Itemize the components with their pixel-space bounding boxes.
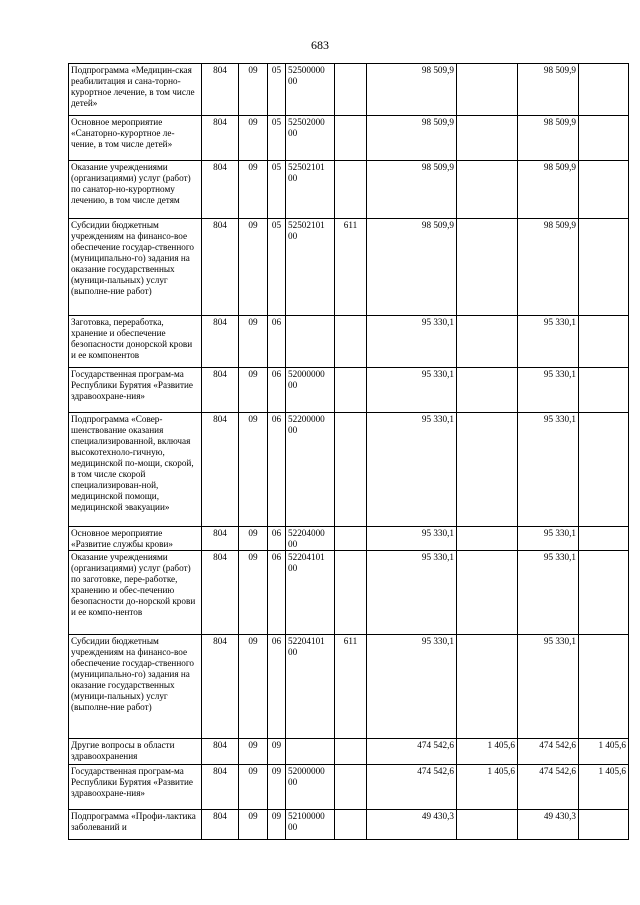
row-pr: 09 <box>268 739 286 765</box>
row-name: Подпрограмма «Профи-лактика заболеваний и <box>69 810 202 840</box>
row-rz: 09 <box>239 161 268 219</box>
row-pr: 06 <box>268 368 286 413</box>
row-sum1: 98 509,9 <box>367 64 457 116</box>
row-sum2: 95 330,1 <box>518 551 579 635</box>
row-sum2-fed <box>579 316 629 368</box>
row-pr: 09 <box>268 810 286 840</box>
row-ved: 804 <box>202 635 239 739</box>
row-sum2-fed: 1 405,6 <box>579 739 629 765</box>
row-csr: 52204101 00 <box>286 551 335 635</box>
row-name: Субсидии бюджетным учреждениям на финансо-вое обеспечение государ-ственного (муниципально-го) задания на оказание государственных (муници-пальных) услуг (выполне-ние работ) <box>69 219 202 316</box>
row-ved: 804 <box>202 316 239 368</box>
row-csr: 52200000 00 <box>286 413 335 527</box>
row-csr <box>286 316 335 368</box>
row-ved: 804 <box>202 810 239 840</box>
row-sum2: 98 509,9 <box>518 219 579 316</box>
row-vr <box>335 551 367 635</box>
row-name: Оказание учреждениями (организациями) услуг (работ) по заготовке, пере-работке, хранению и обес-печению безопасности до-норской крови и ее компо-нентов <box>69 551 202 635</box>
page-number: 683 <box>311 38 329 52</box>
row-pr: 06 <box>268 527 286 551</box>
row-sum1: 98 509,9 <box>367 219 457 316</box>
row-sum2: 95 330,1 <box>518 413 579 527</box>
row-sum2-fed: 1 405,6 <box>579 765 629 810</box>
row-ved: 804 <box>202 219 239 316</box>
row-sum1: 95 330,1 <box>367 413 457 527</box>
row-sum1-fed <box>457 413 518 527</box>
row-pr: 05 <box>268 64 286 116</box>
row-csr: 52100000 00 <box>286 810 335 840</box>
row-ved: 804 <box>202 161 239 219</box>
table-row <box>69 765 629 810</box>
row-name: Государственная програм-ма Республики Бурятия «Развитие здравоохране-ния» <box>69 765 202 810</box>
row-ved: 804 <box>202 739 239 765</box>
row-rz: 09 <box>239 64 268 116</box>
table-row <box>69 413 629 527</box>
row-sum1-fed <box>457 368 518 413</box>
row-name: Подпрограмма «Совер-шенствование оказания специализированной, включая высокотехноло-гичную, медицинской по-мощи, скорой, в том числе скорой специализирован-ной, медицинской помощи, медицинской эвакуации» <box>69 413 202 527</box>
row-ved: 804 <box>202 765 239 810</box>
row-sum2: 49 430,3 <box>518 810 579 840</box>
row-ved: 804 <box>202 527 239 551</box>
row-name: Заготовка, переработка, хранение и обеспечение безопасности донорской крови и ее компонентов <box>69 316 202 368</box>
row-vr <box>335 316 367 368</box>
row-rz: 09 <box>239 635 268 739</box>
row-name: Субсидии бюджетным учреждениям на финансо-вое обеспечение государ-ственного (муниципально-го) задания на оказание государственных (муници-пальных) услуг (выполне-ние работ) <box>69 635 202 739</box>
row-ved: 804 <box>202 116 239 161</box>
row-sum2-fed <box>579 810 629 840</box>
row-sum2: 474 542,6 <box>518 739 579 765</box>
row-name: Другие вопросы в области здравоохранения <box>69 739 202 765</box>
row-sum2-fed <box>579 527 629 551</box>
budget-table <box>68 63 629 840</box>
row-vr: 611 <box>335 219 367 316</box>
row-name: Основное мероприятие «Развитие службы крови» <box>69 527 202 551</box>
row-sum1: 95 330,1 <box>367 527 457 551</box>
row-vr: 611 <box>335 635 367 739</box>
row-csr: 52500000 00 <box>286 64 335 116</box>
row-ved: 804 <box>202 551 239 635</box>
row-sum1-fed: 1 405,6 <box>457 765 518 810</box>
table-row <box>69 316 629 368</box>
row-sum1: 98 509,9 <box>367 116 457 161</box>
row-rz: 09 <box>239 551 268 635</box>
row-sum2-fed <box>579 635 629 739</box>
row-vr <box>335 161 367 219</box>
row-name: Оказание учреждениями (организациями) услуг (работ) по санатор-но-курортному лечению, в том числе детям <box>69 161 202 219</box>
row-vr <box>335 368 367 413</box>
row-ved: 804 <box>202 368 239 413</box>
row-name: Основное мероприятие «Санаторно-курортное ле-чение, в том числе детей» <box>69 116 202 161</box>
row-vr <box>335 765 367 810</box>
row-name: Подпрограмма «Медицин-ская реабилитация и сана-торно-курортное лечение, в том числе детей» <box>69 64 202 116</box>
row-sum1: 474 542,6 <box>367 739 457 765</box>
row-csr: 52502101 00 <box>286 219 335 316</box>
row-pr: 09 <box>268 765 286 810</box>
table-row <box>69 64 629 116</box>
row-sum1-fed <box>457 527 518 551</box>
row-csr: 52502101 00 <box>286 161 335 219</box>
row-sum1-fed <box>457 551 518 635</box>
row-csr: 52000000 00 <box>286 765 335 810</box>
row-rz: 09 <box>239 765 268 810</box>
row-pr: 06 <box>268 635 286 739</box>
row-sum2-fed <box>579 64 629 116</box>
row-sum2-fed <box>579 368 629 413</box>
row-sum2-fed <box>579 413 629 527</box>
row-sum1-fed <box>457 116 518 161</box>
table-row <box>69 161 629 219</box>
row-pr: 06 <box>268 551 286 635</box>
row-ved: 804 <box>202 64 239 116</box>
row-sum2: 474 542,6 <box>518 765 579 810</box>
row-csr: 52502000 00 <box>286 116 335 161</box>
row-sum1: 98 509,9 <box>367 161 457 219</box>
table-row <box>69 635 629 739</box>
row-sum1: 49 430,3 <box>367 810 457 840</box>
table-row <box>69 810 629 840</box>
row-sum1-fed <box>457 810 518 840</box>
row-rz: 09 <box>239 316 268 368</box>
row-sum1-fed <box>457 161 518 219</box>
row-sum2: 95 330,1 <box>518 527 579 551</box>
row-sum1: 95 330,1 <box>367 368 457 413</box>
row-csr <box>286 739 335 765</box>
row-vr <box>335 527 367 551</box>
row-sum2: 98 509,9 <box>518 161 579 219</box>
row-sum1: 95 330,1 <box>367 635 457 739</box>
row-sum1: 95 330,1 <box>367 316 457 368</box>
row-rz: 09 <box>239 413 268 527</box>
row-vr <box>335 810 367 840</box>
row-rz: 09 <box>239 810 268 840</box>
row-vr <box>335 739 367 765</box>
row-sum1-fed <box>457 64 518 116</box>
row-rz: 09 <box>239 527 268 551</box>
row-sum1-fed <box>457 316 518 368</box>
row-vr <box>335 64 367 116</box>
row-sum2: 98 509,9 <box>518 116 579 161</box>
row-sum1-fed <box>457 219 518 316</box>
row-sum2-fed <box>579 116 629 161</box>
row-sum1: 474 542,6 <box>367 765 457 810</box>
table-row <box>69 527 629 551</box>
row-ved: 804 <box>202 413 239 527</box>
table-row <box>69 219 629 316</box>
row-name: Государственная програм-ма Республики Бурятия «Развитие здравоохране-ния» <box>69 368 202 413</box>
table-body <box>69 64 629 840</box>
row-pr: 06 <box>268 413 286 527</box>
row-sum1: 95 330,1 <box>367 551 457 635</box>
row-sum2-fed <box>579 219 629 316</box>
row-rz: 09 <box>239 219 268 316</box>
row-sum1-fed <box>457 635 518 739</box>
row-sum2: 95 330,1 <box>518 368 579 413</box>
row-sum2: 95 330,1 <box>518 316 579 368</box>
row-vr <box>335 116 367 161</box>
row-pr: 05 <box>268 161 286 219</box>
row-sum2: 98 509,9 <box>518 64 579 116</box>
row-csr: 52000000 00 <box>286 368 335 413</box>
row-csr: 52204101 00 <box>286 635 335 739</box>
row-sum2: 95 330,1 <box>518 635 579 739</box>
table-row <box>69 739 629 765</box>
table-row <box>69 368 629 413</box>
table-row <box>69 551 629 635</box>
row-vr <box>335 413 367 527</box>
row-pr: 05 <box>268 116 286 161</box>
row-pr: 05 <box>268 219 286 316</box>
row-csr: 52204000 00 <box>286 527 335 551</box>
row-rz: 09 <box>239 116 268 161</box>
row-rz: 09 <box>239 739 268 765</box>
row-sum2-fed <box>579 161 629 219</box>
row-rz: 09 <box>239 368 268 413</box>
row-sum2-fed <box>579 551 629 635</box>
row-sum1-fed: 1 405,6 <box>457 739 518 765</box>
table-row <box>69 116 629 161</box>
row-pr: 06 <box>268 316 286 368</box>
